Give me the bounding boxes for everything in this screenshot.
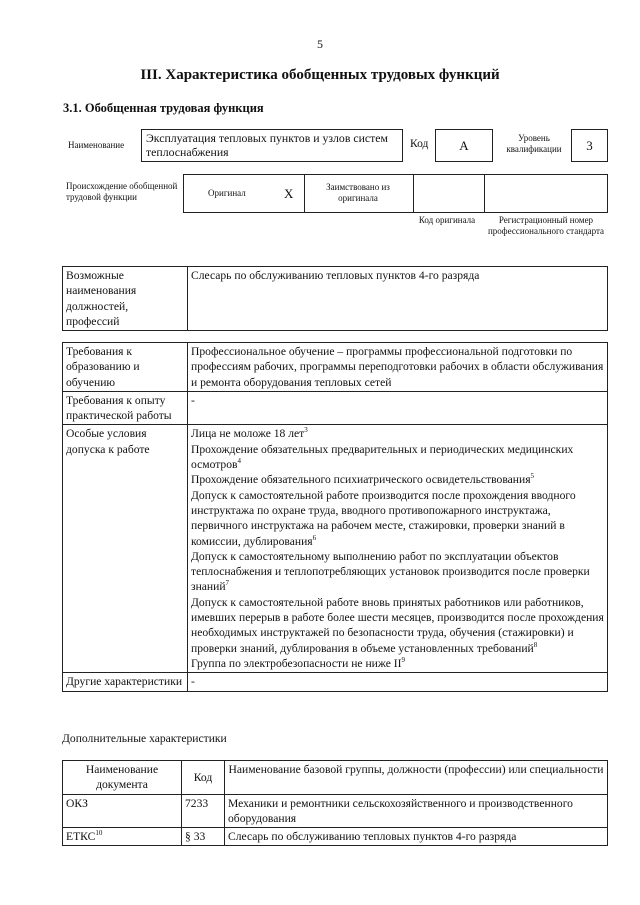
condition-item: Допуск к самостоятельному выполнению работ по эксплуатации объектов теплоснабжения и теплопотребляющих установок производится после проверки знаний$^7$ <box>191 549 590 594</box>
code-caption: Код оригинала <box>418 215 476 225</box>
reg-caption: Регистрационный номер профессионального стандарта <box>487 215 605 236</box>
code-label: Код <box>410 138 429 150</box>
experience-label: Требования к опыту практической работы <box>63 391 188 425</box>
row-code: 7233 <box>182 794 225 828</box>
section-title: III. Характеристика обобщенных трудовых функций <box>140 67 500 83</box>
positions-value: Слесарь по обслуживанию тепловых пунктов 4-го разряда <box>188 267 608 331</box>
positions-label: Возможные наименования должностей, профессий <box>63 267 188 331</box>
conditions-cell <box>188 425 608 673</box>
original-mark: X <box>284 186 294 201</box>
experience-value: - <box>188 391 608 425</box>
origin-cell-original <box>184 175 305 212</box>
level-label: Уровень квалификации <box>506 133 562 154</box>
education-label: Требования к образованию и обучению <box>63 343 188 392</box>
table-row <box>63 794 608 828</box>
condition-item: Прохождение обязательных предварительных и периодических медицинских осмотров$^4$ <box>191 442 574 472</box>
origin-code-cell <box>413 175 485 212</box>
positions-table <box>62 266 608 331</box>
additional-table <box>62 760 608 846</box>
other-label: Другие характеристики <box>63 673 188 691</box>
condition-item: Допуск к самостоятельной работе производится после прохождения вводного инструктажа по охране труда, вводного противопожарного инструктажа, первичного инструктажа на рабочем месте, стажировки, проверки знаний в комиссии, дублирования$^6$ <box>191 488 576 548</box>
page-number: 5 <box>317 37 323 51</box>
row-doc: ЕТКС$^{10}$ <box>63 828 182 846</box>
borrowed-label: Заимствовано из оригинала <box>326 182 390 203</box>
subsection-title: 3.1. Обобщенная трудовая функция <box>63 101 264 115</box>
row-name: Механики и ремонтники сельскохозяйственного и производственного оборудования <box>225 794 608 828</box>
level-value: 3 <box>571 129 608 162</box>
condition-item: Допуск к самостоятельной работе вновь принятых работников или работников, имевших перерыв в работе более шести месяцев, производится после прохождения необходимых инструктажей по безопасности труда, обучения (стажировки) и проверки знаний, дублирования в объеме установленных требований$^8$ <box>191 595 604 655</box>
row-name: Слесарь по обслуживанию тепловых пунктов 4-го разряда <box>225 828 608 846</box>
additional-title: Дополнительные характеристики <box>62 732 227 745</box>
original-label: Оригинал <box>208 188 246 198</box>
other-value: - <box>188 673 608 691</box>
col-code-header: Код <box>182 761 225 795</box>
requirements-table <box>62 342 608 692</box>
conditions-label: Особые условия допуска к работе <box>63 425 188 673</box>
name-label: Наименование <box>68 140 125 150</box>
condition-item: Лица не моложе 18 лет$^3$ <box>191 426 308 441</box>
code-value: A <box>435 129 493 162</box>
col-doc-header: Наименование документа <box>63 761 182 795</box>
row-code: § 33 <box>182 828 225 846</box>
condition-item: Группа по электробезопасности не ниже $II^9$ <box>191 656 405 670</box>
name-value: Эксплуатация тепловых пунктов и узлов систем теплоснабжения <box>141 129 403 162</box>
table-row <box>63 828 608 846</box>
condition-item: Прохождение обязательного психиатрического освидетельствования$^5$ <box>191 472 535 487</box>
education-value: Профессиональное обучение – программы профессиональной подготовки по профессиям рабочих, программы переподготовки рабочих в области обслуживания и ремонта оборудования тепловых сетей <box>188 343 608 392</box>
origin-label: Происхождение обобщенной трудовой функции <box>66 181 178 202</box>
origin-box <box>183 174 608 213</box>
col-name-header: Наименование базовой группы, должности (профессии) или специальности <box>225 761 608 795</box>
row-doc: ОКЗ <box>63 794 182 828</box>
